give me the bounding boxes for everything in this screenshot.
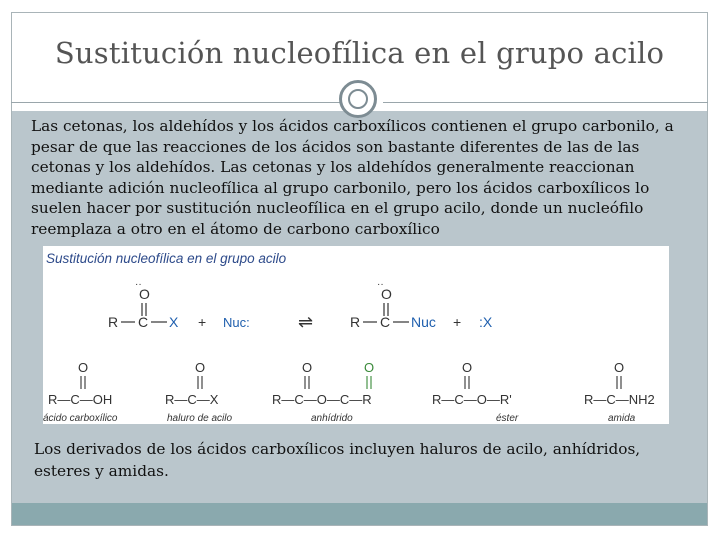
acid-label: ácido carboxílico: [43, 413, 118, 424]
halide-o: O: [195, 360, 206, 375]
acid-formula: R—C—OH: [48, 392, 113, 407]
acid-o: O: [78, 360, 89, 375]
product-nuc: Nuc: [411, 314, 436, 330]
reactant-c: C: [138, 314, 149, 330]
plus-sign-1: +: [198, 314, 207, 330]
footer-bar: [12, 503, 707, 525]
product-r: R: [350, 314, 361, 330]
anhydride-label: anhídrido: [311, 413, 353, 424]
amide-label: amida: [608, 413, 636, 424]
derivatives-paragraph: Los derivados de los ácidos carboxílicos incluyen haluros de acilo, anhídridos, esteres y amidas.: [34, 440, 641, 480]
anhydride-o-left: O: [302, 360, 313, 375]
slide-title: Sustitución nucleofílica en el grupo acilo: [54, 36, 665, 70]
derivative-amide: [584, 360, 655, 424]
product-acyl: [350, 279, 436, 330]
plus-sign-2: +: [453, 314, 462, 330]
equilibrium-arrow: ⇌: [298, 312, 314, 332]
product-lone-pair-dots: ··: [377, 279, 384, 290]
nucleophile: Nuc:: [223, 315, 250, 330]
derivative-carboxylic-acid: [43, 360, 118, 424]
anhydride-o-right: O: [364, 360, 375, 375]
ester-formula: R—C—O—R': [432, 392, 512, 407]
amide-formula: R—C—NH2: [584, 392, 655, 407]
amide-o: O: [614, 360, 625, 375]
ester-o: O: [462, 360, 473, 375]
halide-label: haluro de acilo: [167, 413, 233, 424]
derivative-acyl-halide: [165, 360, 232, 424]
reactant-acyl: [108, 279, 179, 330]
divider-circle-ornament: [339, 80, 377, 118]
reaction-svg: [43, 246, 669, 424]
product-o: O: [381, 286, 392, 302]
product-c: C: [380, 314, 391, 330]
reaction-figure: [43, 246, 669, 424]
reactant-o: O: [139, 286, 150, 302]
halide-formula: R—C—X: [165, 392, 219, 407]
title-divider-left: [11, 102, 344, 103]
reactant-x: X: [169, 314, 179, 330]
derivative-anhydride: [272, 360, 374, 424]
derivative-ester: [432, 360, 519, 424]
figure-caption: Sustitución nucleofílica en el grupo acilo: [46, 251, 287, 266]
ester-label: éster: [496, 413, 519, 424]
intro-paragraph: Las cetonas, los aldehídos y los ácidos carboxílicos contienen el grupo carbonilo, a pesar de que las reacciones de los ácidos son bastante diferentes de las de las cetonas y los aldehídos. Las cetonas y los aldehídos generalmente reaccionan mediante adición nucleofílica al grupo carbonilo, pero los ácidos carboxílicos lo suelen hacer por sustitución nucleofílica en el grupo acilo, donde un nucleófilo reemplaza a otro en el átomo de carbono carboxílico: [31, 117, 674, 238]
leaving-group: :X: [479, 314, 493, 330]
reactant-lone-pair-dots: ··: [135, 279, 142, 290]
anhydride-formula: R—C—O—C—R: [272, 392, 372, 407]
reactant-r: R: [108, 314, 119, 330]
divider-circle-inner: [348, 89, 368, 109]
title-divider-right: [383, 102, 708, 103]
